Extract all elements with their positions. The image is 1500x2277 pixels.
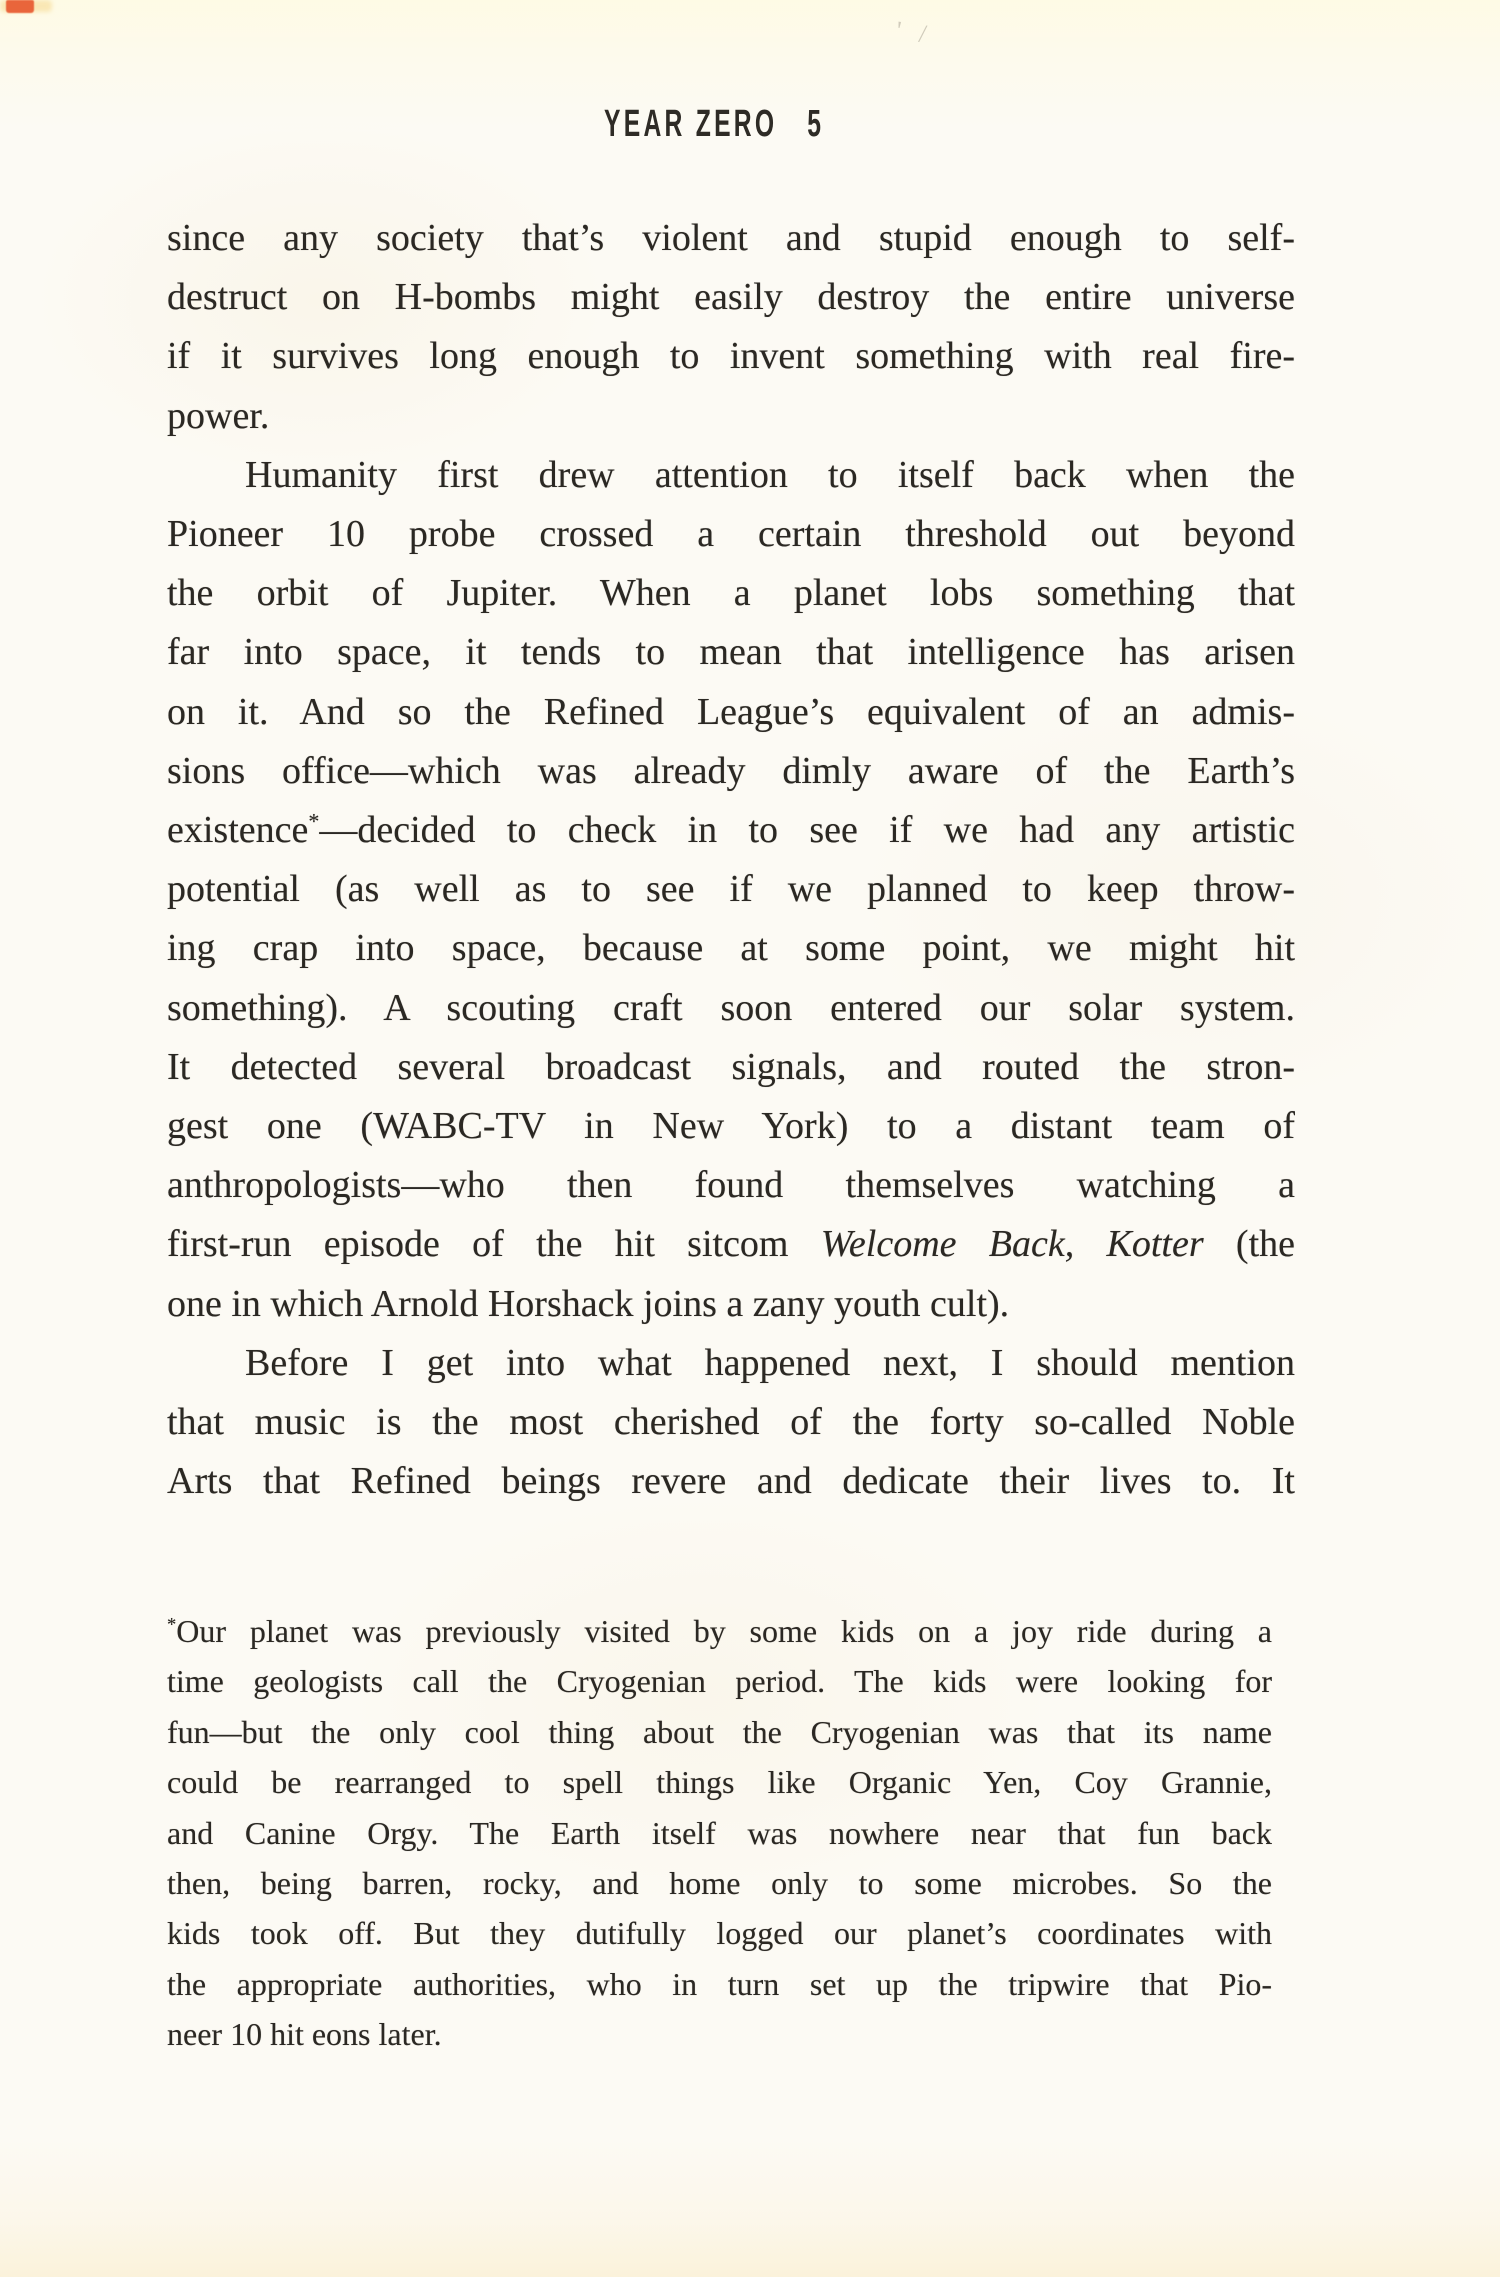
- text-line: gest one (WABC-TV in New York) to a distant team of: [167, 1105, 1295, 1148]
- text-line: kids took off. But they dutifully logged our planet’s coordinates with: [167, 1915, 1272, 1952]
- text-line: first-run episode of the hit sitcom Welcome Back, Kotter (the: [167, 1223, 1295, 1266]
- text-line: the orbit of Jupiter. When a planet lobs something that: [167, 572, 1295, 615]
- text-line: sions office—which was already dimly aware of the Earth’s: [167, 749, 1295, 792]
- text-line: destruct on H-bombs might easily destroy the entire universe: [167, 276, 1295, 319]
- text-line: power.: [167, 394, 270, 437]
- text-line: It detected several broadcast signals, and routed the stron-: [167, 1045, 1295, 1088]
- text-line: one in which Arnold Horshack joins a zany youth cult).: [167, 1282, 1010, 1325]
- text-line: Humanity first drew attention to itself back when the: [245, 453, 1295, 496]
- text-line: on it. And so the Refined League’s equivalent of an admis-: [167, 690, 1295, 733]
- text-line: Arts that Refined beings revere and dedicate their lives to. It: [167, 1460, 1295, 1503]
- footnote: [167, 1606, 1272, 2060]
- text-line: anthropologists—who then found themselves watching a: [167, 1164, 1295, 1207]
- scan-artifact-red-mark: [6, 0, 34, 13]
- page-number: 5: [807, 103, 825, 145]
- text-line: ing crap into space, because at some point, we might hit: [167, 927, 1295, 970]
- text-line: potential (as well as to see if we planned to keep throw-: [167, 868, 1295, 911]
- text-line: and Canine Orgy. The Earth itself was nowhere near that fun back: [167, 1814, 1272, 1851]
- text-line: Before I get into what happened next, I should mention: [245, 1341, 1295, 1384]
- text-line: since any society that’s violent and stupid enough to self-: [167, 217, 1295, 259]
- text-line: far into space, it tends to mean that intelligence has arisen: [167, 631, 1295, 674]
- scan-artifact-pen-marks: ' /: [894, 15, 935, 50]
- text-line: fun—but the only cool thing about the Cryogenian was that its name: [167, 1713, 1272, 1750]
- text-line: *Our planet was previously visited by some kids on a joy ride during a: [167, 1613, 1272, 1649]
- body-text: [167, 209, 1295, 1511]
- text-line: then, being barren, rocky, and home only to some microbes. So the: [167, 1865, 1272, 1902]
- running-title: YEAR ZERO: [604, 103, 778, 145]
- text-line: Pioneer 10 probe crossed a certain threshold out beyond: [167, 513, 1295, 556]
- text-line: existence*—decided to check in to see if we had any artistic: [167, 808, 1295, 852]
- text-line: time geologists call the Cryogenian period. The kids were looking for: [167, 1663, 1272, 1700]
- text-line: if it survives long enough to invent something with real fire-: [167, 335, 1295, 378]
- running-head: [604, 104, 824, 144]
- text-line: the appropriate authorities, who in turn set up the tripwire that Pio-: [167, 1965, 1272, 2002]
- text-line: that music is the most cherished of the forty so-called Noble: [167, 1401, 1295, 1444]
- text-line: neer 10 hit eons later.: [167, 2016, 442, 2053]
- text-line: something). A scouting craft soon entered our solar system.: [167, 986, 1295, 1029]
- text-line: could be rearranged to spell things like Organic Yen, Coy Grannie,: [167, 1764, 1272, 1801]
